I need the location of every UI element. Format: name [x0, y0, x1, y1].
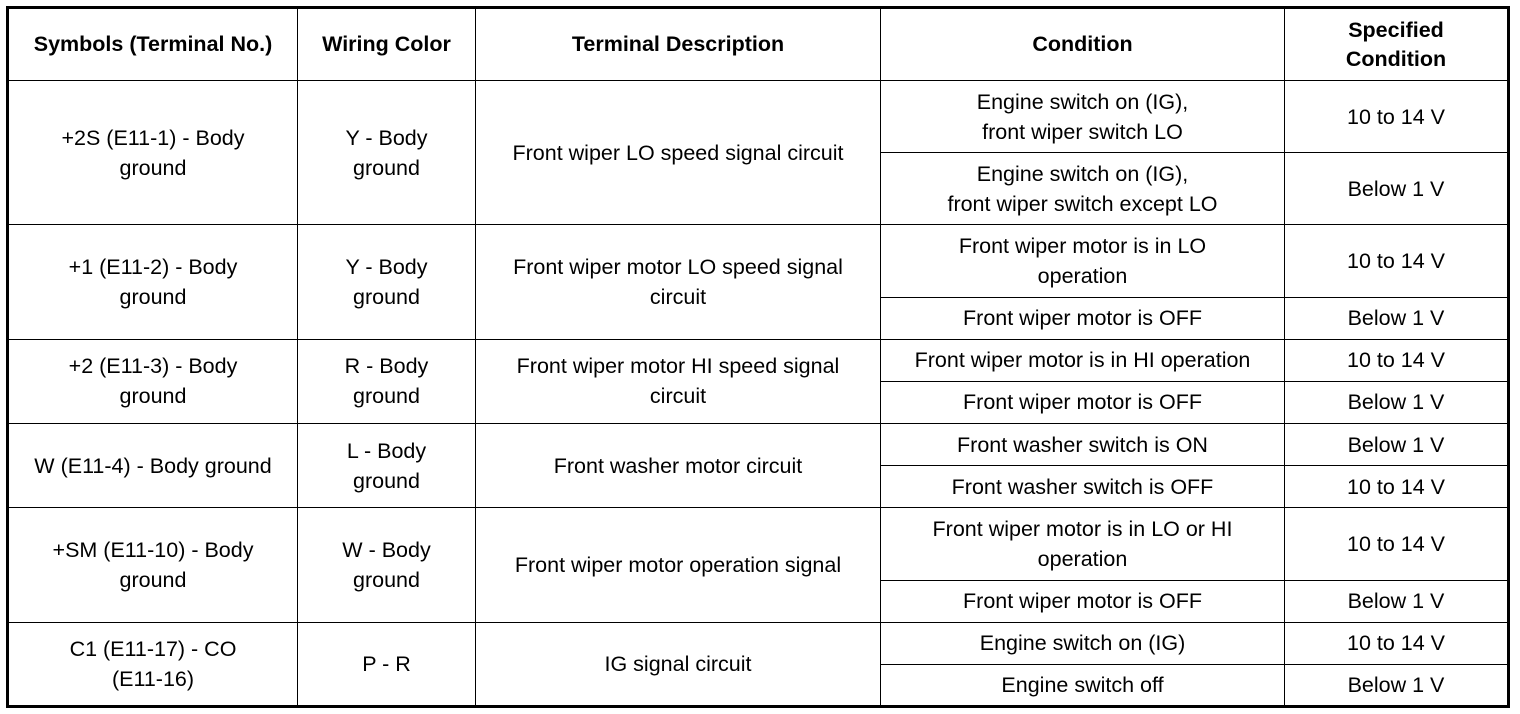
symbol-cell: +SM (E11-10) - Body ground — [8, 508, 298, 622]
condition-cell: Front wiper motor is in LO or HI operation — [881, 508, 1285, 580]
wiring-color-cell: W - Body ground — [298, 508, 476, 622]
specified-cell: 10 to 14 V — [1285, 81, 1509, 153]
symbol-cell: +1 (E11-2) - Body ground — [8, 225, 298, 339]
table-row — [8, 622, 1509, 664]
condition-cell: Engine switch on (IG) — [881, 622, 1285, 664]
specified-cell: 10 to 14 V — [1285, 508, 1509, 580]
specified-cell: 10 to 14 V — [1285, 225, 1509, 297]
header-terminal-description: Terminal Description — [476, 8, 881, 81]
specified-cell: 10 to 14 V — [1285, 622, 1509, 664]
specified-cell: Below 1 V — [1285, 664, 1509, 706]
description-cell: IG signal circuit — [476, 622, 881, 706]
table-row — [8, 508, 1509, 580]
header-wiring-color: Wiring Color — [298, 8, 476, 81]
symbol-cell: +2 (E11-3) - Body ground — [8, 339, 298, 423]
symbol-cell: W (E11-4) - Body ground — [8, 424, 298, 508]
description-cell: Front wiper motor operation signal — [476, 508, 881, 622]
table-row — [8, 339, 1509, 381]
symbol-cell: C1 (E11-17) - CO (E11-16) — [8, 622, 298, 706]
condition-cell: Front wiper motor is in HI operation — [881, 339, 1285, 381]
wiring-color-cell: Y - Body ground — [298, 81, 476, 225]
header-row — [8, 8, 1509, 81]
condition-cell: Front wiper motor is OFF — [881, 297, 1285, 339]
condition-cell: Engine switch on (IG), front wiper switch LO — [881, 81, 1285, 153]
specified-cell: 10 to 14 V — [1285, 339, 1509, 381]
specified-cell: 10 to 14 V — [1285, 466, 1509, 508]
wiring-color-cell: R - Body ground — [298, 339, 476, 423]
specified-cell: Below 1 V — [1285, 580, 1509, 622]
condition-cell: Front washer switch is OFF — [881, 466, 1285, 508]
header-symbols: Symbols (Terminal No.) — [8, 8, 298, 81]
wiring-color-cell: L - Body ground — [298, 424, 476, 508]
specified-cell: Below 1 V — [1285, 424, 1509, 466]
condition-cell: Front wiper motor is OFF — [881, 580, 1285, 622]
wiring-color-cell: Y - Body ground — [298, 225, 476, 339]
specified-cell: Below 1 V — [1285, 381, 1509, 423]
wiring-color-cell: P - R — [298, 622, 476, 706]
specified-cell: Below 1 V — [1285, 153, 1509, 225]
table-row — [8, 424, 1509, 466]
description-cell: Front washer motor circuit — [476, 424, 881, 508]
header-condition: Condition — [881, 8, 1285, 81]
symbol-cell: +2S (E11-1) - Body ground — [8, 81, 298, 225]
condition-cell: Engine switch on (IG), front wiper switch except LO — [881, 153, 1285, 225]
description-cell: Front wiper motor HI speed signal circuit — [476, 339, 881, 423]
header-specified-condition: Specified Condition — [1285, 8, 1509, 81]
description-cell: Front wiper motor LO speed signal circuit — [476, 225, 881, 339]
table-row — [8, 81, 1509, 153]
condition-cell: Front wiper motor is OFF — [881, 381, 1285, 423]
condition-cell: Front washer switch is ON — [881, 424, 1285, 466]
condition-cell: Engine switch off — [881, 664, 1285, 706]
condition-cell: Front wiper motor is in LO operation — [881, 225, 1285, 297]
terminal-spec-table — [6, 6, 1510, 708]
specified-cell: Below 1 V — [1285, 297, 1509, 339]
description-cell: Front wiper LO speed signal circuit — [476, 81, 881, 225]
table-row — [8, 225, 1509, 297]
